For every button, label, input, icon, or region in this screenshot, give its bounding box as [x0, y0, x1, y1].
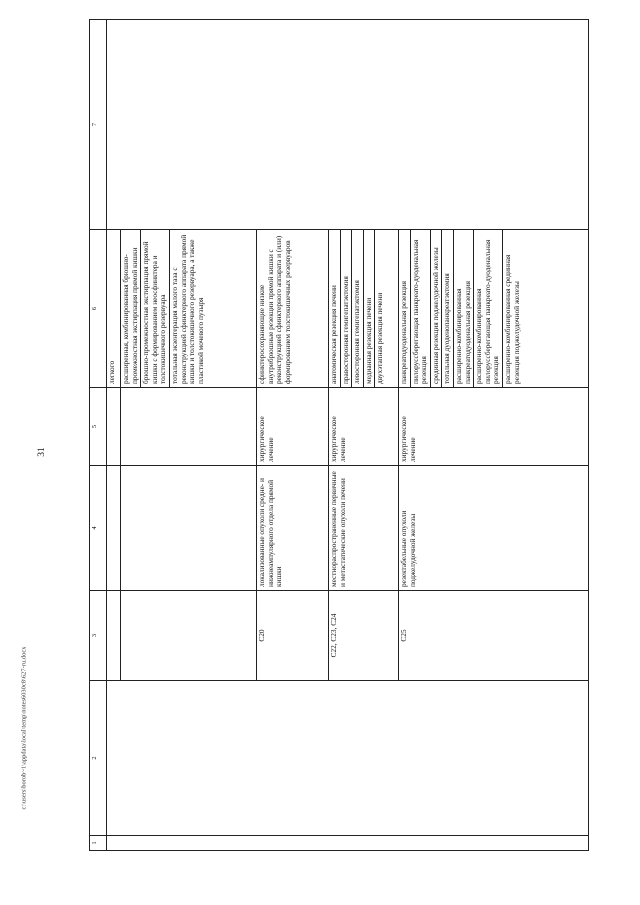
list-item: сфинктеросохраняющие низкие внутрибрюшные резекции прямой кишки с реконструкцией сфинктерного аппарата и (или) формированием толстокишечных резервуаров: [257, 235, 292, 384]
list-item: брюшно-промежностная экстирпация прямой кишки с формированием неосфинктера и толстокишечного резервуара: [141, 230, 170, 387]
list-item: правосторонняя гемигепатэктомия: [340, 230, 352, 387]
table-cell: [107, 20, 589, 230]
column-header: 6: [90, 230, 107, 388]
methods-list: [121, 230, 206, 387]
list-item: расширенно-комбинированная панкреатодуоденальная резекция: [454, 230, 474, 387]
table-cell: [107, 836, 589, 851]
treatment-type: хирургическое лечение: [257, 388, 329, 466]
methods-cell: [399, 230, 589, 388]
list-item: расширенная, комбинированная брюшно-промежностная экстирпация прямой кишки: [121, 230, 141, 387]
methods-list: [257, 230, 293, 387]
methods-cell: [121, 230, 257, 388]
treatment-type: хирургическое лечение: [399, 388, 589, 466]
medical-care-table: [89, 19, 589, 851]
column-header: 2: [90, 681, 107, 836]
methods-cell: [257, 230, 329, 388]
column-header: 4: [90, 466, 107, 591]
carryover-row: [107, 20, 121, 851]
diagnosis: [121, 466, 257, 591]
list-item: срединная резекция поджелудочной железы: [430, 230, 442, 387]
diagnosis: местнораспространенные первичные и метастатические опухоли печени: [329, 466, 399, 591]
icd-code: C22, C23, C24: [329, 591, 399, 681]
methods-list: [329, 230, 386, 387]
methods-cell: [329, 230, 399, 388]
diagnosis: резектабельные опухоли поджелудочной железы: [399, 466, 589, 591]
table-cell: [107, 388, 121, 466]
list-item: тотальная дуоденопанкреатэктомия: [442, 230, 454, 387]
column-number-row: [90, 20, 107, 851]
list-item: медианная резекция печени: [363, 230, 375, 387]
list-item: двухэтапная резекция печени: [375, 292, 385, 384]
treatment-type: [121, 388, 257, 466]
list-item: тотальная экзентерация малого таза с реконструкцией сфинктерного аппарата прямой кишки и толстокишечного резервуара, а также пластикой мочевого пузыря: [170, 234, 205, 384]
table-cell: [107, 591, 121, 681]
table-cell: [107, 466, 121, 591]
treatment-type: хирургическое лечение: [329, 388, 399, 466]
list-item: анатомическая резекция печени: [329, 230, 340, 387]
icd-code: C20: [257, 591, 329, 681]
list-item: расширенно-комбинированная пилоруссберегающая панкреато-дуоденальная резекция: [474, 230, 503, 387]
page-number: 31: [37, 447, 47, 457]
column-header: 1: [90, 836, 107, 851]
methods-list: [399, 230, 522, 387]
footer-file-path: c:\users\borob~1\appdata\local\temp\notes6030c8\627-ru.docx: [20, 646, 28, 810]
rotated-table-sheet: [89, 122, 640, 851]
diagnosis: локализованные опухоли средне- и нижнеампулярного отдела прямой кишки: [257, 466, 329, 591]
column-header: 7: [90, 20, 107, 230]
list-item: пилоруссберегающая панкреато-дуоденальная резекция: [410, 230, 430, 387]
column-header: 5: [90, 388, 107, 466]
table-cell: [107, 681, 589, 836]
column-header: 3: [90, 591, 107, 681]
icd-code: [121, 591, 257, 681]
list-item: левосторонняя гемигепатэктомия: [352, 230, 364, 387]
list-item: панкреатодуоденальная резекция: [399, 230, 410, 387]
icd-code: C25: [399, 591, 589, 681]
carryover-text: легкого: [107, 230, 121, 388]
list-item: расширенно-комбинированная срединная резекция поджелудочной железы: [503, 254, 521, 384]
